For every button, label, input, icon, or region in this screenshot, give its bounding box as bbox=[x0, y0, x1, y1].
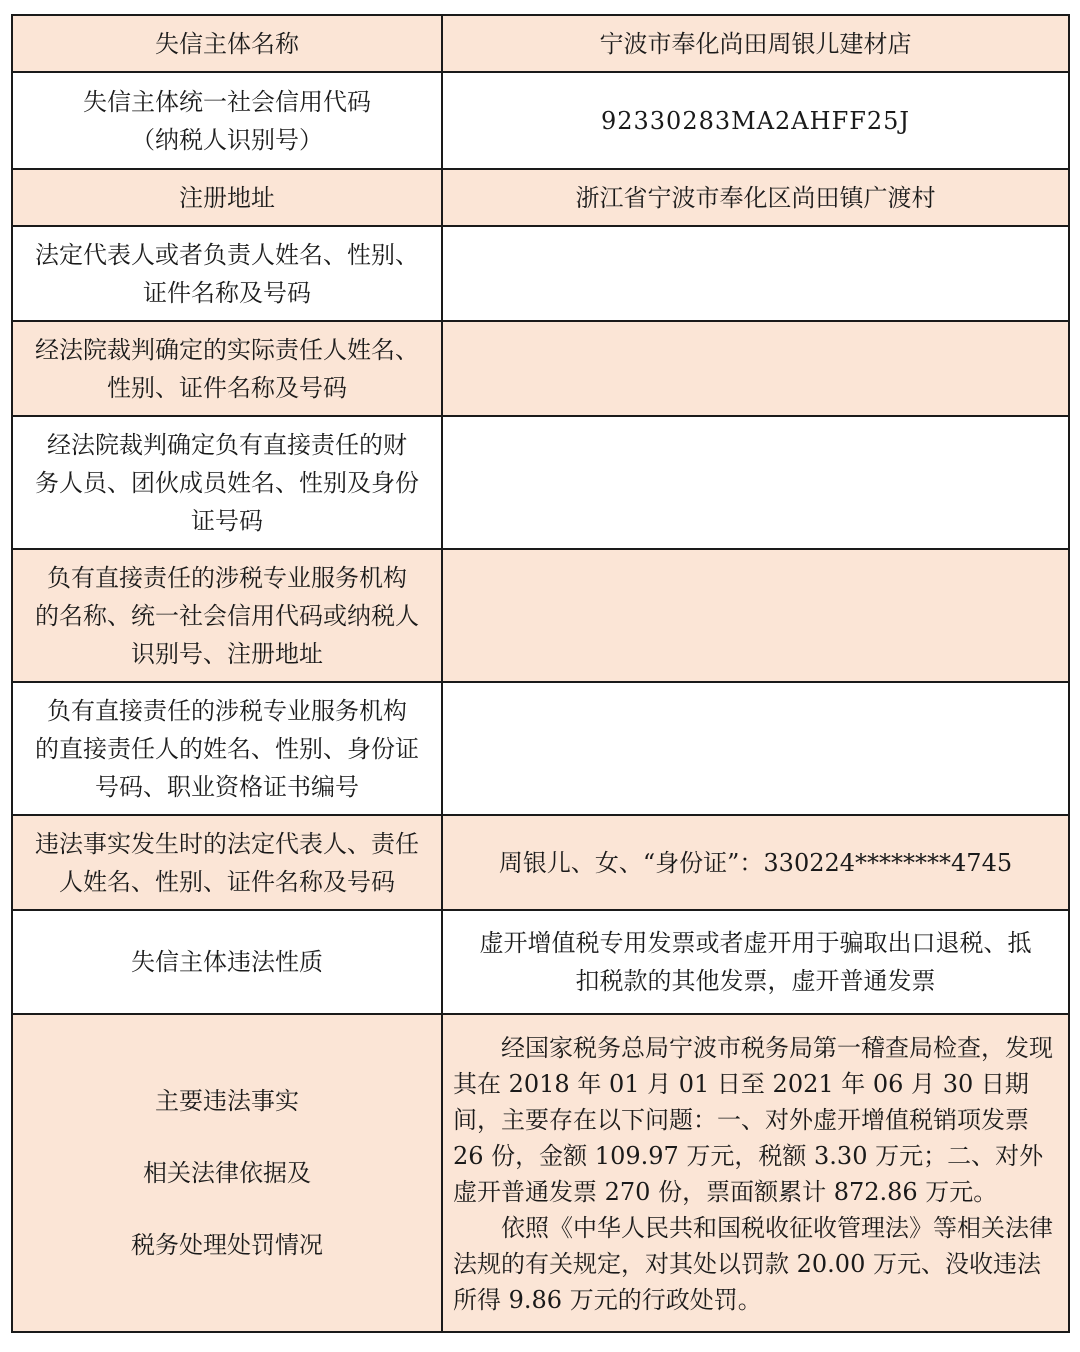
row-tax-agency-person bbox=[12, 682, 1069, 815]
value-cell bbox=[442, 321, 1069, 416]
value-cell: 浙江省宁波市奉化区尚田镇广渡村 bbox=[442, 169, 1069, 226]
label-cell: 负有直接责任的涉税专业服务机构 的名称、统一社会信用代码或纳税人 识别号、注册地址 bbox=[12, 549, 442, 682]
row-registered-address bbox=[12, 169, 1069, 226]
row-financial-staff bbox=[12, 416, 1069, 549]
value-cell: 宁波市奉化尚田周银儿建材店 bbox=[442, 15, 1069, 72]
facts-paragraph-1: 经国家税务总局宁波市税务局第一稽查局检查，发现其在 2018 年 01 月 01 日至 2021 年 06 月 30 日期间，主要存在以下问题：一、对外虚开增值税销项发票 26 份，金额 109.97 万元，税额 3.30 万元；二、对外虚开普通发票 270 份，票面额累计 872.86 万元。 bbox=[453, 1034, 1053, 1206]
row-legal-representative bbox=[12, 226, 1069, 321]
row-entity-name bbox=[12, 15, 1069, 72]
row-actual-responsible-person bbox=[12, 321, 1069, 416]
label-cell: 违法事实发生时的法定代表人、责任 人姓名、性别、证件名称及号码 bbox=[12, 815, 442, 910]
label-cell: 经法院裁判确定的实际责任人姓名、 性别、证件名称及号码 bbox=[12, 321, 442, 416]
value-cell: 周银儿、女、“身份证”：330224********4745 bbox=[442, 815, 1069, 910]
label-cell: 注册地址 bbox=[12, 169, 442, 226]
value-cell bbox=[442, 226, 1069, 321]
value-cell bbox=[442, 549, 1069, 682]
facts-text-cell bbox=[442, 1014, 1069, 1332]
label-cell: 失信主体统一社会信用代码 （纳税人识别号） bbox=[12, 72, 442, 169]
taxpayer-info-table-wrapper bbox=[11, 14, 1068, 1333]
taxpayer-info-table bbox=[11, 14, 1070, 1333]
value-cell: 92330283MA2AHFF25J bbox=[442, 72, 1069, 169]
row-main-facts bbox=[12, 1014, 1069, 1332]
row-violation-time-representative bbox=[12, 815, 1069, 910]
value-cell bbox=[442, 416, 1069, 549]
row-credit-code bbox=[12, 72, 1069, 169]
value-cell: 虚开增值税专用发票或者虚开用于骗取出口退税、抵 扣税款的其他发票，虚开普通发票 bbox=[442, 910, 1069, 1014]
value-cell bbox=[442, 682, 1069, 815]
facts-paragraph-2: 依照《中华人民共和国税收征收管理法》等相关法律法规的有关规定，对其处以罚款 20.00 万元、没收违法所得 9.86 万元的行政处罚。 bbox=[453, 1214, 1053, 1314]
label-cell: 法定代表人或者负责人姓名、性别、 证件名称及号码 bbox=[12, 226, 442, 321]
label-cell: 主要违法事实 相关法律依据及 税务处理处罚情况 bbox=[12, 1014, 442, 1332]
row-tax-agency bbox=[12, 549, 1069, 682]
label-cell: 失信主体名称 bbox=[12, 15, 442, 72]
label-cell: 负有直接责任的涉税专业服务机构 的直接责任人的姓名、性别、身份证 号码、职业资格证书编号 bbox=[12, 682, 442, 815]
label-cell: 失信主体违法性质 bbox=[12, 910, 442, 1014]
row-violation-nature bbox=[12, 910, 1069, 1014]
label-cell: 经法院裁判确定负有直接责任的财 务人员、团伙成员姓名、性别及身份 证号码 bbox=[12, 416, 442, 549]
